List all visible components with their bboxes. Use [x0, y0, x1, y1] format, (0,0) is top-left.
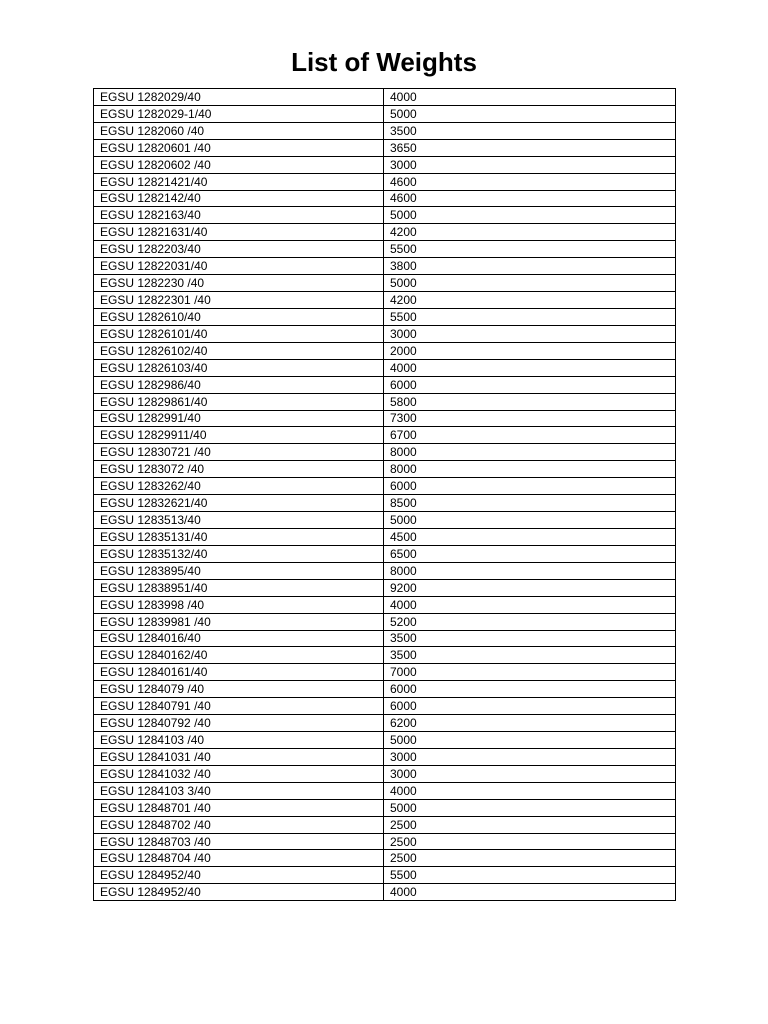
- table-row: [94, 867, 676, 884]
- weight-cell: 7300: [384, 410, 676, 427]
- table-row: [94, 512, 676, 529]
- weight-cell: 8000: [384, 562, 676, 579]
- table-row: [94, 224, 676, 241]
- weight-cell: 2500: [384, 850, 676, 867]
- table-row: [94, 647, 676, 664]
- weight-cell: 6000: [384, 376, 676, 393]
- table-row: [94, 105, 676, 122]
- weight-cell: 5000: [384, 207, 676, 224]
- table-row: [94, 850, 676, 867]
- table-row: [94, 156, 676, 173]
- table-row: [94, 816, 676, 833]
- weight-cell: 8000: [384, 444, 676, 461]
- container-id-cell: EGSU 12840792 /40: [94, 715, 384, 732]
- weight-cell: 4000: [384, 359, 676, 376]
- container-id-cell: EGSU 1284079 /40: [94, 681, 384, 698]
- table-row: [94, 241, 676, 258]
- container-id-cell: EGSU 12826103/40: [94, 359, 384, 376]
- table-row: [94, 190, 676, 207]
- container-id-cell: EGSU 12848701 /40: [94, 799, 384, 816]
- weight-cell: 6700: [384, 427, 676, 444]
- container-id-cell: EGSU 1282203/40: [94, 241, 384, 258]
- weight-cell: 4000: [384, 89, 676, 106]
- weight-cell: 3500: [384, 647, 676, 664]
- weight-cell: 2500: [384, 833, 676, 850]
- container-id-cell: EGSU 12840791 /40: [94, 698, 384, 715]
- weight-cell: 5000: [384, 105, 676, 122]
- table-row: [94, 579, 676, 596]
- weight-cell: 2000: [384, 342, 676, 359]
- container-id-cell: EGSU 1283262/40: [94, 478, 384, 495]
- weight-cell: 5000: [384, 512, 676, 529]
- container-id-cell: EGSU 12821631/40: [94, 224, 384, 241]
- table-row: [94, 799, 676, 816]
- container-id-cell: EGSU 1284952/40: [94, 867, 384, 884]
- container-id-cell: EGSU 12820601 /40: [94, 139, 384, 156]
- table-row: [94, 275, 676, 292]
- weight-cell: 5800: [384, 393, 676, 410]
- weights-table-body: [94, 89, 676, 901]
- container-id-cell: EGSU 1282610/40: [94, 308, 384, 325]
- container-id-cell: EGSU 12826101/40: [94, 325, 384, 342]
- weight-cell: 3500: [384, 630, 676, 647]
- table-row: [94, 664, 676, 681]
- table-row: [94, 630, 676, 647]
- container-id-cell: EGSU 1284952/40: [94, 884, 384, 901]
- container-id-cell: EGSU 12830721 /40: [94, 444, 384, 461]
- table-row: [94, 698, 676, 715]
- table-row: [94, 122, 676, 139]
- container-id-cell: EGSU 1282991/40: [94, 410, 384, 427]
- weight-cell: 3000: [384, 748, 676, 765]
- weight-cell: 5500: [384, 867, 676, 884]
- container-id-cell: EGSU 12822031/40: [94, 258, 384, 275]
- container-id-cell: EGSU 1283998 /40: [94, 596, 384, 613]
- container-id-cell: EGSU 12835131/40: [94, 528, 384, 545]
- page-title: List of Weights: [291, 47, 477, 77]
- container-id-cell: EGSU 1283513/40: [94, 512, 384, 529]
- container-id-cell: EGSU 12829861/40: [94, 393, 384, 410]
- container-id-cell: EGSU 12821421/40: [94, 173, 384, 190]
- weight-cell: 4600: [384, 173, 676, 190]
- weight-cell: 4600: [384, 190, 676, 207]
- container-id-cell: EGSU 1284103 /40: [94, 732, 384, 749]
- container-id-cell: EGSU 1283072 /40: [94, 461, 384, 478]
- table-row: [94, 444, 676, 461]
- table-row: [94, 732, 676, 749]
- container-id-cell: EGSU 12829911/40: [94, 427, 384, 444]
- weight-cell: 4000: [384, 782, 676, 799]
- weight-cell: 8000: [384, 461, 676, 478]
- table-row: [94, 376, 676, 393]
- weight-cell: 4500: [384, 528, 676, 545]
- weights-table: [93, 88, 676, 901]
- container-id-cell: EGSU 12841032 /40: [94, 765, 384, 782]
- table-row: [94, 325, 676, 342]
- container-id-cell: EGSU 1282029-1/40: [94, 105, 384, 122]
- weight-cell: 4200: [384, 224, 676, 241]
- container-id-cell: EGSU 1282060 /40: [94, 122, 384, 139]
- weight-cell: 9200: [384, 579, 676, 596]
- container-id-cell: EGSU 1282163/40: [94, 207, 384, 224]
- container-id-cell: EGSU 1282986/40: [94, 376, 384, 393]
- table-row: [94, 207, 676, 224]
- container-id-cell: EGSU 12841031 /40: [94, 748, 384, 765]
- table-row: [94, 782, 676, 799]
- container-id-cell: EGSU 12835132/40: [94, 545, 384, 562]
- table-row: [94, 173, 676, 190]
- table-row: [94, 681, 676, 698]
- table-row: [94, 545, 676, 562]
- weight-cell: 2500: [384, 816, 676, 833]
- container-id-cell: EGSU 1282029/40: [94, 89, 384, 106]
- weight-cell: 8500: [384, 495, 676, 512]
- weight-cell: 3000: [384, 765, 676, 782]
- table-row: [94, 427, 676, 444]
- weight-cell: 3500: [384, 122, 676, 139]
- table-row: [94, 89, 676, 106]
- container-id-cell: EGSU 12839981 /40: [94, 613, 384, 630]
- container-id-cell: EGSU 1282142/40: [94, 190, 384, 207]
- container-id-cell: EGSU 12848703 /40: [94, 833, 384, 850]
- table-row: [94, 833, 676, 850]
- weight-cell: 6500: [384, 545, 676, 562]
- table-row: [94, 308, 676, 325]
- weight-cell: 5000: [384, 275, 676, 292]
- weight-cell: 6000: [384, 681, 676, 698]
- weight-cell: 5000: [384, 732, 676, 749]
- weight-cell: 6200: [384, 715, 676, 732]
- container-id-cell: EGSU 12822301 /40: [94, 292, 384, 309]
- table-row: [94, 748, 676, 765]
- table-row: [94, 613, 676, 630]
- table-row: [94, 359, 676, 376]
- weight-cell: 4000: [384, 884, 676, 901]
- table-row: [94, 461, 676, 478]
- table-row: [94, 292, 676, 309]
- container-id-cell: EGSU 12832621/40: [94, 495, 384, 512]
- weight-cell: 3000: [384, 156, 676, 173]
- table-row: [94, 884, 676, 901]
- table-row: [94, 478, 676, 495]
- weight-cell: 7000: [384, 664, 676, 681]
- table-row: [94, 715, 676, 732]
- weight-cell: 6000: [384, 478, 676, 495]
- table-row: [94, 139, 676, 156]
- table-row: [94, 765, 676, 782]
- table-row: [94, 410, 676, 427]
- weight-cell: 3800: [384, 258, 676, 275]
- weight-cell: 4200: [384, 292, 676, 309]
- container-id-cell: EGSU 12826102/40: [94, 342, 384, 359]
- weight-cell: 4000: [384, 596, 676, 613]
- weight-cell: 3000: [384, 325, 676, 342]
- weight-cell: 5000: [384, 799, 676, 816]
- table-row: [94, 596, 676, 613]
- container-id-cell: EGSU 12840161/40: [94, 664, 384, 681]
- weight-cell: 5500: [384, 308, 676, 325]
- table-row: [94, 495, 676, 512]
- container-id-cell: EGSU 1284016/40: [94, 630, 384, 647]
- weight-cell: 5500: [384, 241, 676, 258]
- table-row: [94, 258, 676, 275]
- container-id-cell: EGSU 12820602 /40: [94, 156, 384, 173]
- container-id-cell: EGSU 12848704 /40: [94, 850, 384, 867]
- weight-cell: 3650: [384, 139, 676, 156]
- container-id-cell: EGSU 1282230 /40: [94, 275, 384, 292]
- table-row: [94, 562, 676, 579]
- container-id-cell: EGSU 12848702 /40: [94, 816, 384, 833]
- table-row: [94, 342, 676, 359]
- container-id-cell: EGSU 1283895/40: [94, 562, 384, 579]
- container-id-cell: EGSU 1284103 3/40: [94, 782, 384, 799]
- table-row: [94, 393, 676, 410]
- weight-cell: 6000: [384, 698, 676, 715]
- container-id-cell: EGSU 12838951/40: [94, 579, 384, 596]
- weight-cell: 5200: [384, 613, 676, 630]
- container-id-cell: EGSU 12840162/40: [94, 647, 384, 664]
- table-row: [94, 528, 676, 545]
